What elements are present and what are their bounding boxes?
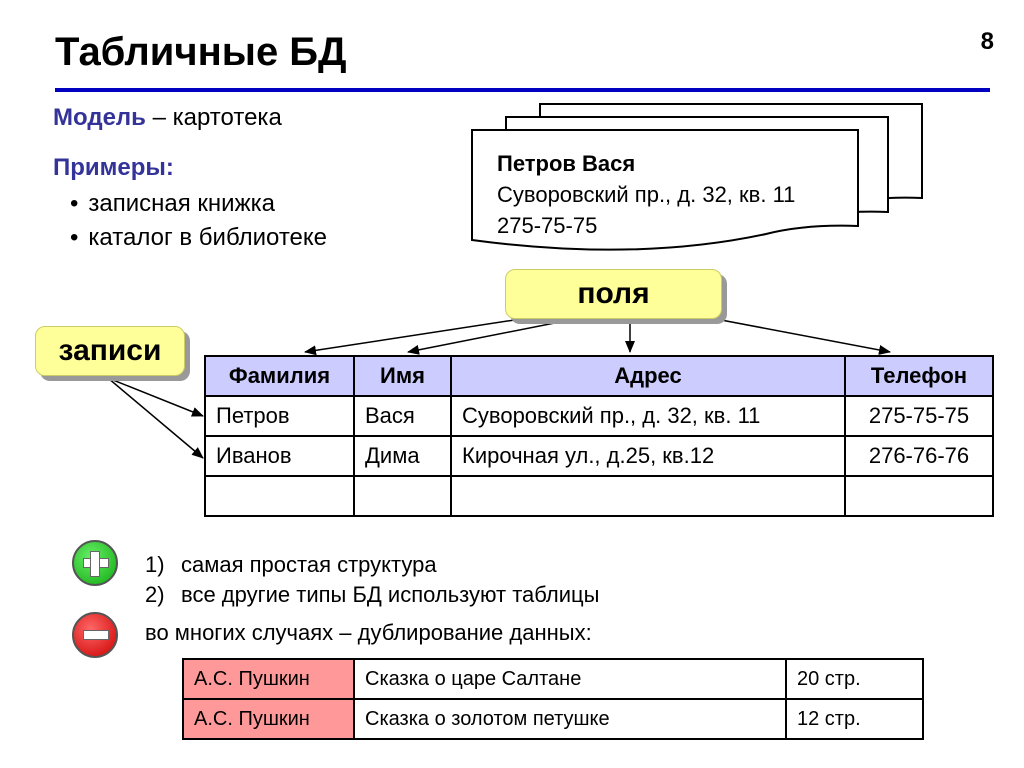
pros-list [145, 550, 599, 610]
table-cell: 276-76-76 [845, 436, 993, 476]
card-address: Суворовский пр., д. 32, кв. 11 [497, 182, 796, 207]
table-cell [845, 476, 993, 516]
table-cell: Сказка о царе Салтане [354, 659, 786, 699]
list-item [145, 580, 599, 610]
card-text [497, 148, 795, 241]
table-row [205, 396, 993, 436]
slide-number: 8 [980, 28, 994, 55]
table-cell: Суворовский пр., д. 32, кв. 11 [451, 396, 845, 436]
minus-icon [72, 612, 118, 658]
table-cell: Дима [354, 436, 451, 476]
table-cell [354, 476, 451, 516]
records-label: записи [35, 326, 185, 376]
list-item: • записная книжка [70, 187, 327, 221]
table-cell: Сказка о золотом петушке [354, 699, 786, 739]
item-number: 1) [145, 552, 165, 577]
model-dash: – [145, 104, 173, 131]
table-row [205, 476, 993, 516]
table-cell: Иванов [205, 436, 354, 476]
examples-heading: Примеры: [53, 154, 174, 181]
list-item [145, 550, 599, 580]
duplication-table [182, 658, 924, 740]
table-row [183, 699, 923, 739]
table-cell: 12 стр. [786, 699, 923, 739]
list-item: • каталог в библиотеке [70, 221, 327, 255]
item-text: все другие типы БД используют таблицы [181, 582, 600, 607]
table-cell: 275-75-75 [845, 396, 993, 436]
records-table [204, 355, 994, 517]
header-familiya: Фамилия [205, 356, 354, 396]
fields-label: поля [505, 269, 722, 319]
model-value: картотека [172, 104, 282, 131]
table-cell: 20 стр. [786, 659, 923, 699]
header-telefon: Телефон [845, 356, 993, 396]
cons-text: во многих случаях – дублирование данных: [145, 620, 592, 645]
table-row [205, 436, 993, 476]
table-cell: Петров [205, 396, 354, 436]
header-imya: Имя [354, 356, 451, 396]
header-adres: Адрес [451, 356, 845, 396]
table-cell: А.С. Пушкин [183, 699, 354, 739]
table-cell: Кирочная ул., д.25, кв.12 [451, 436, 845, 476]
table-cell [205, 476, 354, 516]
table-cell: Вася [354, 396, 451, 436]
table-header-row [205, 356, 993, 396]
item-number: 2) [145, 582, 165, 607]
plus-icon [72, 540, 118, 586]
card-phone: 275-75-75 [497, 213, 598, 238]
table-cell: А.С. Пушкин [183, 659, 354, 699]
card-name: Петров Вася [497, 151, 636, 176]
table-cell [451, 476, 845, 516]
slide-title: Табличные БД [55, 30, 347, 74]
model-label: Модель [53, 104, 146, 131]
item-text: самая простая структура [181, 552, 437, 577]
table-row [183, 659, 923, 699]
